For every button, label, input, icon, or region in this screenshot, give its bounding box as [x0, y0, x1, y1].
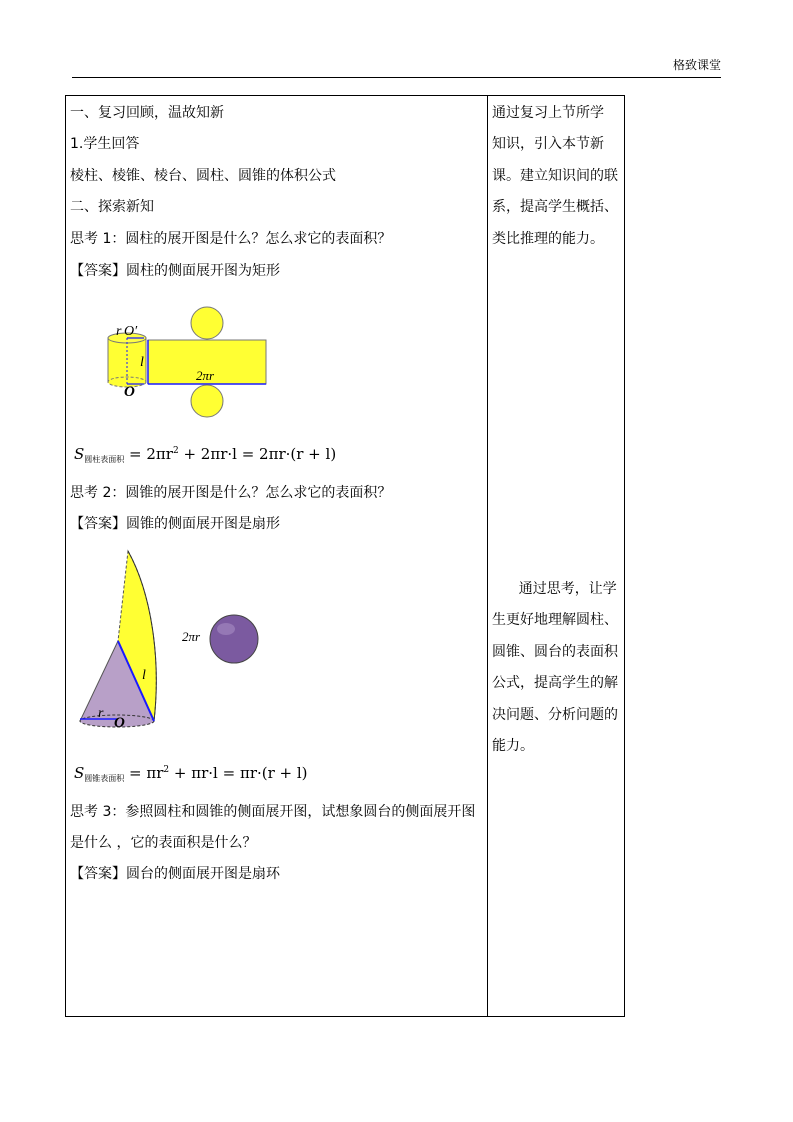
cyl-label-circumference: 2πr — [196, 368, 215, 383]
cone-label-circumference: 2πr — [182, 629, 201, 644]
bottom-base-circle — [191, 385, 223, 417]
cone-base-circle-highlight — [217, 623, 235, 635]
note1-line3: 课。建立知识间的联 — [492, 168, 618, 184]
answer1: 【答案】圆柱的侧面展开图为矩形 — [70, 263, 280, 279]
cyl-label-l: l — [140, 355, 144, 370]
section1-title: 一、复习回顾，温故知新 — [70, 105, 224, 121]
header-rule — [72, 77, 721, 78]
answer2: 【答案】圆锥的侧面展开图是扇形 — [70, 516, 280, 532]
volume-formulas-text: 棱柱、棱锥、棱台、圆柱、圆锥的体积公式 — [70, 168, 336, 184]
cone-net-figure — [76, 551, 276, 741]
f2-power: 2 — [163, 765, 170, 775]
note2-line4: 公式，提高学生的解 — [492, 675, 618, 691]
column-divider — [487, 96, 488, 1016]
think3-line2: 是什么 ，它的表面积是什么？ — [70, 835, 257, 851]
cyl-label-r: r — [116, 324, 122, 339]
item1: 1.学生回答 — [70, 136, 140, 152]
think2-question: 思考 2：圆锥的展开图是什么？怎么求它的表面积？ — [70, 485, 392, 501]
note2-line1: 通过思考，让学 — [492, 581, 617, 597]
cone-label-r: r — [98, 706, 104, 721]
cyl-label-o-top: O′ — [124, 324, 138, 339]
f2-part2: + πr·l = πr·(r + l) — [169, 764, 308, 782]
f1-subscript: 圆柱表面积 — [84, 455, 125, 464]
lesson-table — [65, 95, 625, 1017]
answer3: 【答案】圆台的侧面展开图是扇环 — [70, 866, 280, 882]
note1-line2: 知识，引入本节新 — [492, 136, 604, 152]
cone-surface-formula — [74, 764, 308, 784]
think1-question: 思考 1：圆柱的展开图是什么？怎么求它的表面积？ — [70, 231, 392, 247]
note1-line1: 通过复习上节所学 — [492, 105, 604, 121]
note1-line4: 系，提高学生概括、 — [492, 199, 618, 215]
note2-line6: 能力。 — [492, 738, 534, 754]
cylinder-surface-formula — [74, 445, 336, 465]
f1-S: S — [74, 445, 85, 463]
header-brand: 格致课堂 — [672, 58, 721, 72]
f2-part1: = πr — [124, 764, 164, 782]
top-base-circle — [191, 307, 223, 339]
f1-power: 2 — [172, 446, 179, 456]
cylinder-net-figure — [104, 304, 274, 424]
f2-S: S — [74, 764, 85, 782]
think3-line1: 思考 3：参照圆柱和圆锥的侧面展开图，试想象圆台的侧面展开图 — [70, 804, 476, 820]
cone-label-o: O — [114, 715, 125, 731]
note2-line5: 决问题、分析问题的 — [492, 707, 618, 723]
note2-line2: 生更好地理解圆柱、 — [492, 612, 618, 628]
section2-title: 二、探索新知 — [70, 199, 154, 215]
f1-part2: + 2πr·l = 2πr·(r + l) — [178, 445, 337, 463]
cone-label-l: l — [142, 668, 146, 683]
cone-base-circle — [210, 615, 258, 663]
f1-part1: = 2πr — [124, 445, 173, 463]
note2-line3: 圆锥、圆台的表面积 — [492, 644, 618, 660]
cyl-label-o-bottom: O — [124, 384, 135, 400]
f2-subscript: 圆锥表面积 — [84, 774, 125, 783]
note1-line5: 类比推理的能力。 — [492, 231, 604, 247]
